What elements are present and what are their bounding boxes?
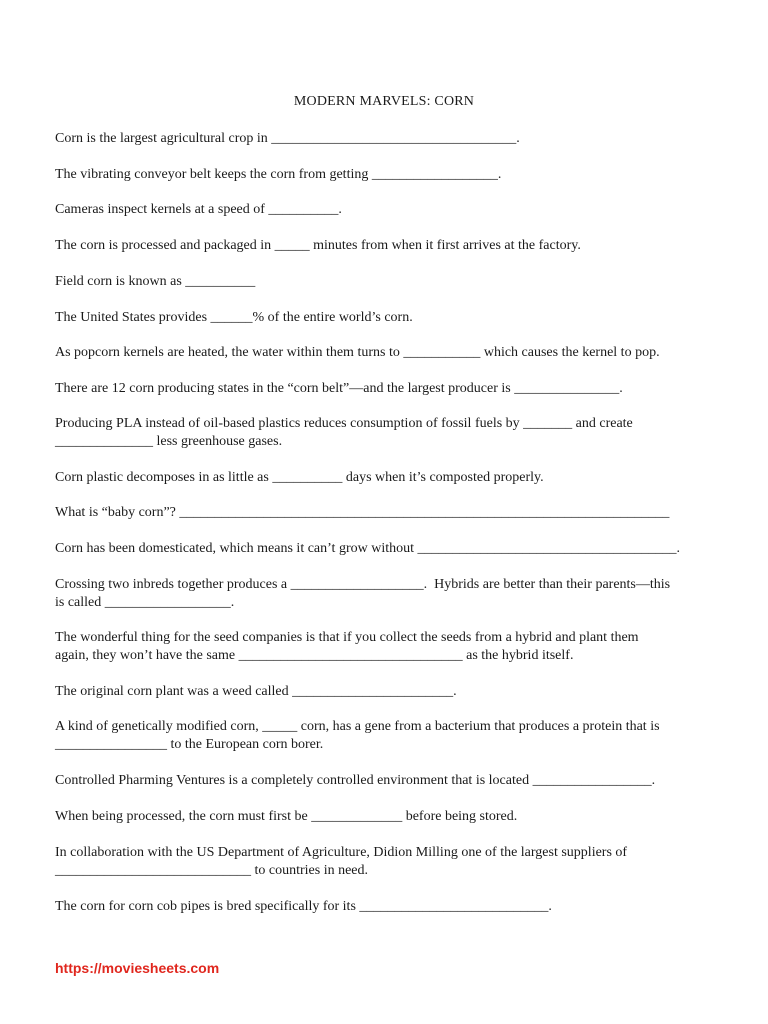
question-6: The United States provides ______% of the entire world’s corn.	[55, 310, 413, 325]
question-15: The original corn plant was a weed called _______________________.	[55, 684, 457, 699]
question-7: As popcorn kernels are heated, the water within them turns to ___________ which causes the kernel to pop.	[55, 345, 660, 360]
page-title: MODERN MARVELS: CORN	[293, 94, 475, 109]
question-3: Cameras inspect kernels at a speed of __________.	[55, 202, 342, 217]
question-9: Producing PLA instead of oil-based plastics reduces consumption of fossil fuels by _______ and create ______________ less greenhouse gases.	[55, 416, 633, 449]
question-11: What is “baby corn”? ______________________________________________________________________	[55, 505, 670, 520]
question-4: The corn is processed and packaged in _____ minutes from when it first arrives at the factory.	[55, 238, 581, 253]
question-13: Crossing two inbreds together produces a ___________________. Hybrids are better than their parents—this is called __________________.	[55, 577, 671, 610]
question-18: When being processed, the corn must first be _____________ before being stored.	[55, 809, 518, 824]
question-5: Field corn is known as __________	[55, 274, 256, 289]
question-12: Corn has been domesticated, which means it can’t grow without _____________________________________.	[55, 541, 680, 556]
question-8: There are 12 corn producing states in the “corn belt”—and the largest producer is _______________.	[55, 381, 623, 396]
question-14: The wonderful thing for the seed companies is that if you collect the seeds from a hybrid and plant them again, they won’t have the same ________________________________ as the hybrid itself.	[55, 630, 639, 663]
footer-link[interactable]: https://moviesheets.com	[55, 960, 220, 976]
question-17: Controlled Pharming Ventures is a completely controlled environment that is located _________________.	[55, 773, 656, 788]
question-1: Corn is the largest agricultural crop in ___________________________________.	[55, 131, 520, 146]
question-2: The vibrating conveyor belt keeps the corn from getting __________________.	[55, 167, 502, 182]
question-10: Corn plastic decomposes in as little as __________ days when it’s composted properly.	[55, 470, 544, 485]
question-16: A kind of genetically modified corn, _____ corn, has a gene from a bacterium that produces a protein that is ________________ to the European corn borer.	[55, 719, 660, 752]
question-20: The corn for corn cob pipes is bred specifically for its ___________________________.	[55, 899, 552, 914]
question-19: In collaboration with the US Department of Agriculture, Didion Milling one of the largest suppliers of ____________________________ to countries in need.	[55, 845, 628, 878]
